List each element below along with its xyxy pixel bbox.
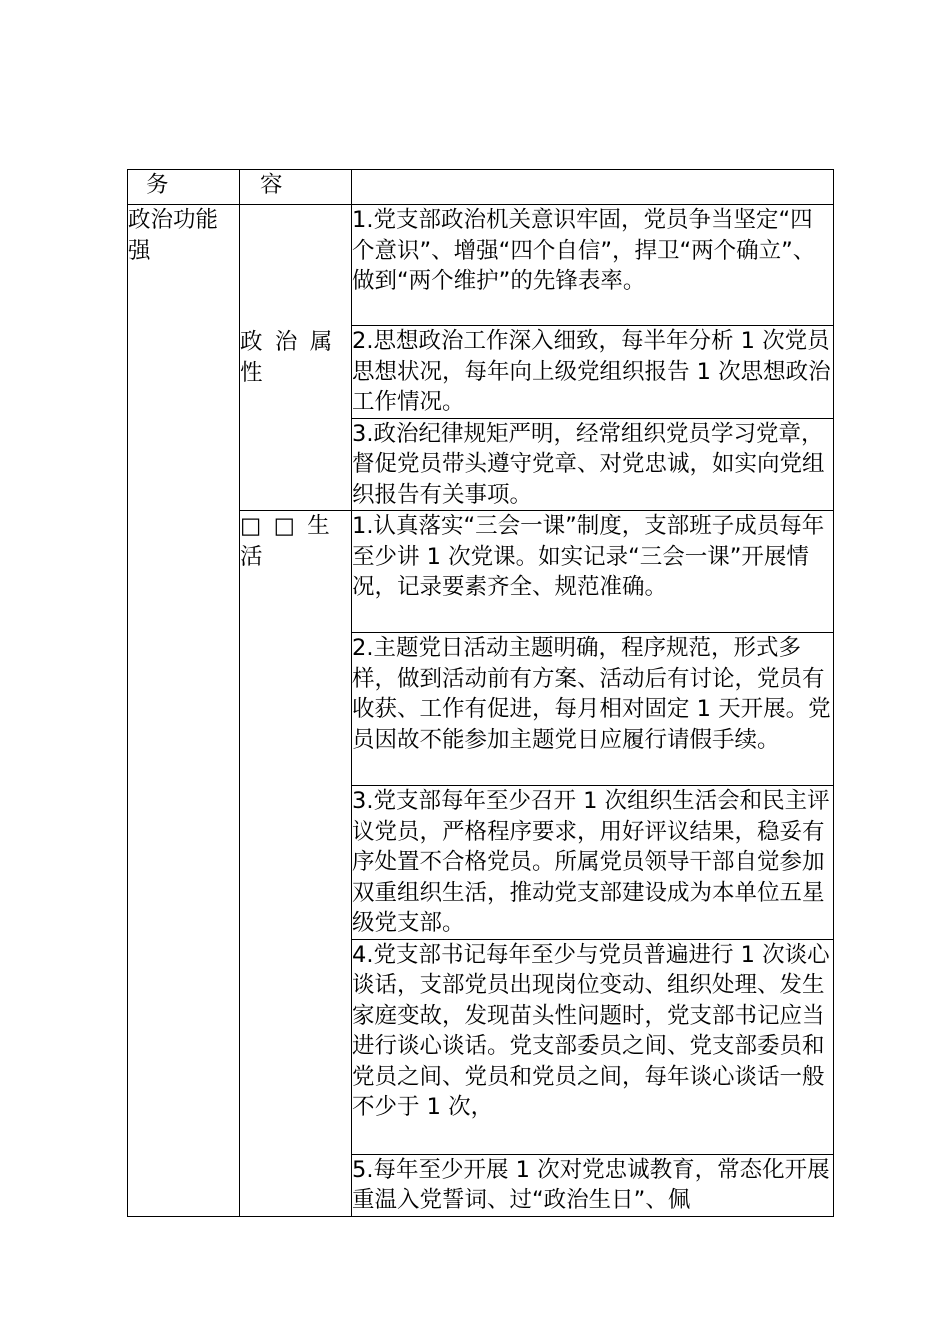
item-cell: 2.思想政治工作深入细致，每半年分析 1 次党员思想状况，每年向上级党组织报告 1 次思想政治工作情况。: [352, 326, 834, 419]
header-cell-3: [352, 170, 834, 205]
header-cell-1: 务: [128, 170, 240, 205]
table-header-row: [128, 170, 834, 205]
category-cell: 政治功能强: [128, 205, 240, 1217]
item-cell: 1.认真落实“三会一课”制度，支部班子成员每年至少讲 1 次党课。如实记录“三会一课”开展情况，记录要素齐全、规范准确。: [352, 511, 834, 633]
item-cell: 2.主题党日活动主题明确，程序规范，形式多样，做到活动前有方案、活动后有讨论，党员有收获、工作有促进，每月相对固定 1 天开展。党员因故不能参加主题党日应履行请假手续。: [352, 633, 834, 786]
subcategory-cell: 政治属性: [240, 205, 352, 511]
item-cell: 1.党支部政治机关意识牢固，党员争当坚定“四个意识”、增强“四个自信”，捍卫“两个确立”、做到“两个维护”的先锋表率。: [352, 205, 834, 326]
subcategory-cell: □□生活: [240, 511, 352, 1217]
table-row: [128, 205, 834, 326]
header-cell-2: 容: [240, 170, 352, 205]
item-cell: 3.政治纪律规矩严明，经常组织党员学习党章，督促党员带头遵守党章、对党忠诚，如实向党组织报告有关事项。: [352, 418, 834, 511]
item-cell: 4.党支部书记每年至少与党员普遍进行 1 次谈心谈话，支部党员出现岗位变动、组织处理、发生家庭变故，发现苗头性问题时，党支部书记应当进行谈心谈话。党支部委员之间、党支部委员和党员之间、党员和党员之间，每年谈心谈话一般不少于 1 次，: [352, 939, 834, 1154]
item-cell: 5.每年至少开展 1 次对党忠诚教育，常态化开展重温入党誓词、过“政治生日”、佩: [352, 1154, 834, 1216]
item-cell: 3.党支部每年至少召开 1 次组织生活会和民主评议党员，严格程序要求，用好评议结果，稳妥有序处置不合格党员。所属党员领导干部自觉参加双重组织生活，推动党支部建设成为本单位五星级党支部。: [352, 786, 834, 940]
requirements-table: [127, 169, 834, 1217]
